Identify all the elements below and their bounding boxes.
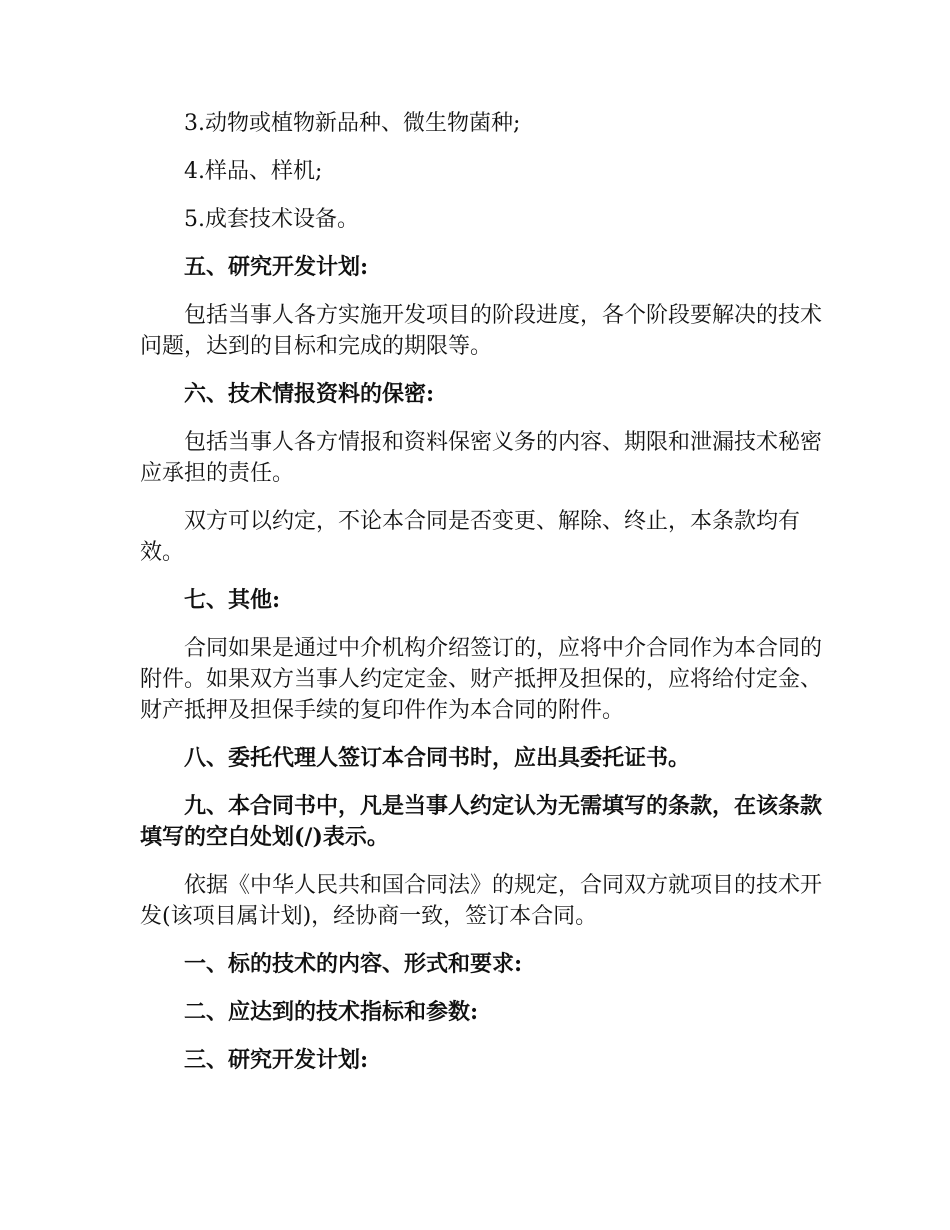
paragraph: 包括当事人各方实施开发项目的阶段进度，各个阶段要解决的技术问题，达到的目标和完成的期限等。 — [140, 303, 823, 359]
section-heading: 三、研究开发计划: — [184, 1047, 369, 1073]
paragraph: 3.动物或植物新品种、微生物菌种; — [184, 111, 521, 136]
paragraph: 双方可以约定，不论本合同是否变更、解除、终止，本条款均有效。 — [140, 509, 801, 565]
section-heading: 八、委托代理人签订本合同书时，应出具委托证书。 — [184, 745, 691, 771]
section-heading: 七、其他: — [184, 587, 281, 613]
paragraph: 包括当事人各方情报和资料保密义务的内容、期限和泄漏技术秘密应承担的责任。 — [140, 430, 823, 486]
document-body — [140, 108, 830, 1093]
section-heading: 一、标的技术的内容、形式和要求: — [184, 951, 523, 977]
paragraph: 5.成套技术设备。 — [184, 207, 359, 232]
paragraph: 合同如果是通过中介机构介绍签订的，应将中介合同作为本合同的附件。如果双方当事人约定定金、财产抵押及担保的，应将给付定金、财产抵押及担保手续的复印件作为本合同的附件。 — [140, 636, 823, 723]
section-heading: 九、本合同书中，凡是当事人约定认为无需填写的条款，在该条款填写的空白处划(/)表示。 — [140, 793, 823, 850]
section-heading: 二、应达到的技术指标和参数: — [184, 999, 479, 1025]
paragraph: 依据《中华人民共和国合同法》的规定，合同双方就项目的技术开发(该项目属计划)，经协商一致，签订本合同。 — [140, 873, 823, 929]
section-heading: 六、技术情报资料的保密: — [184, 381, 435, 407]
paragraph: 4.样品、样机; — [184, 159, 323, 184]
section-heading: 五、研究开发计划: — [184, 254, 369, 280]
